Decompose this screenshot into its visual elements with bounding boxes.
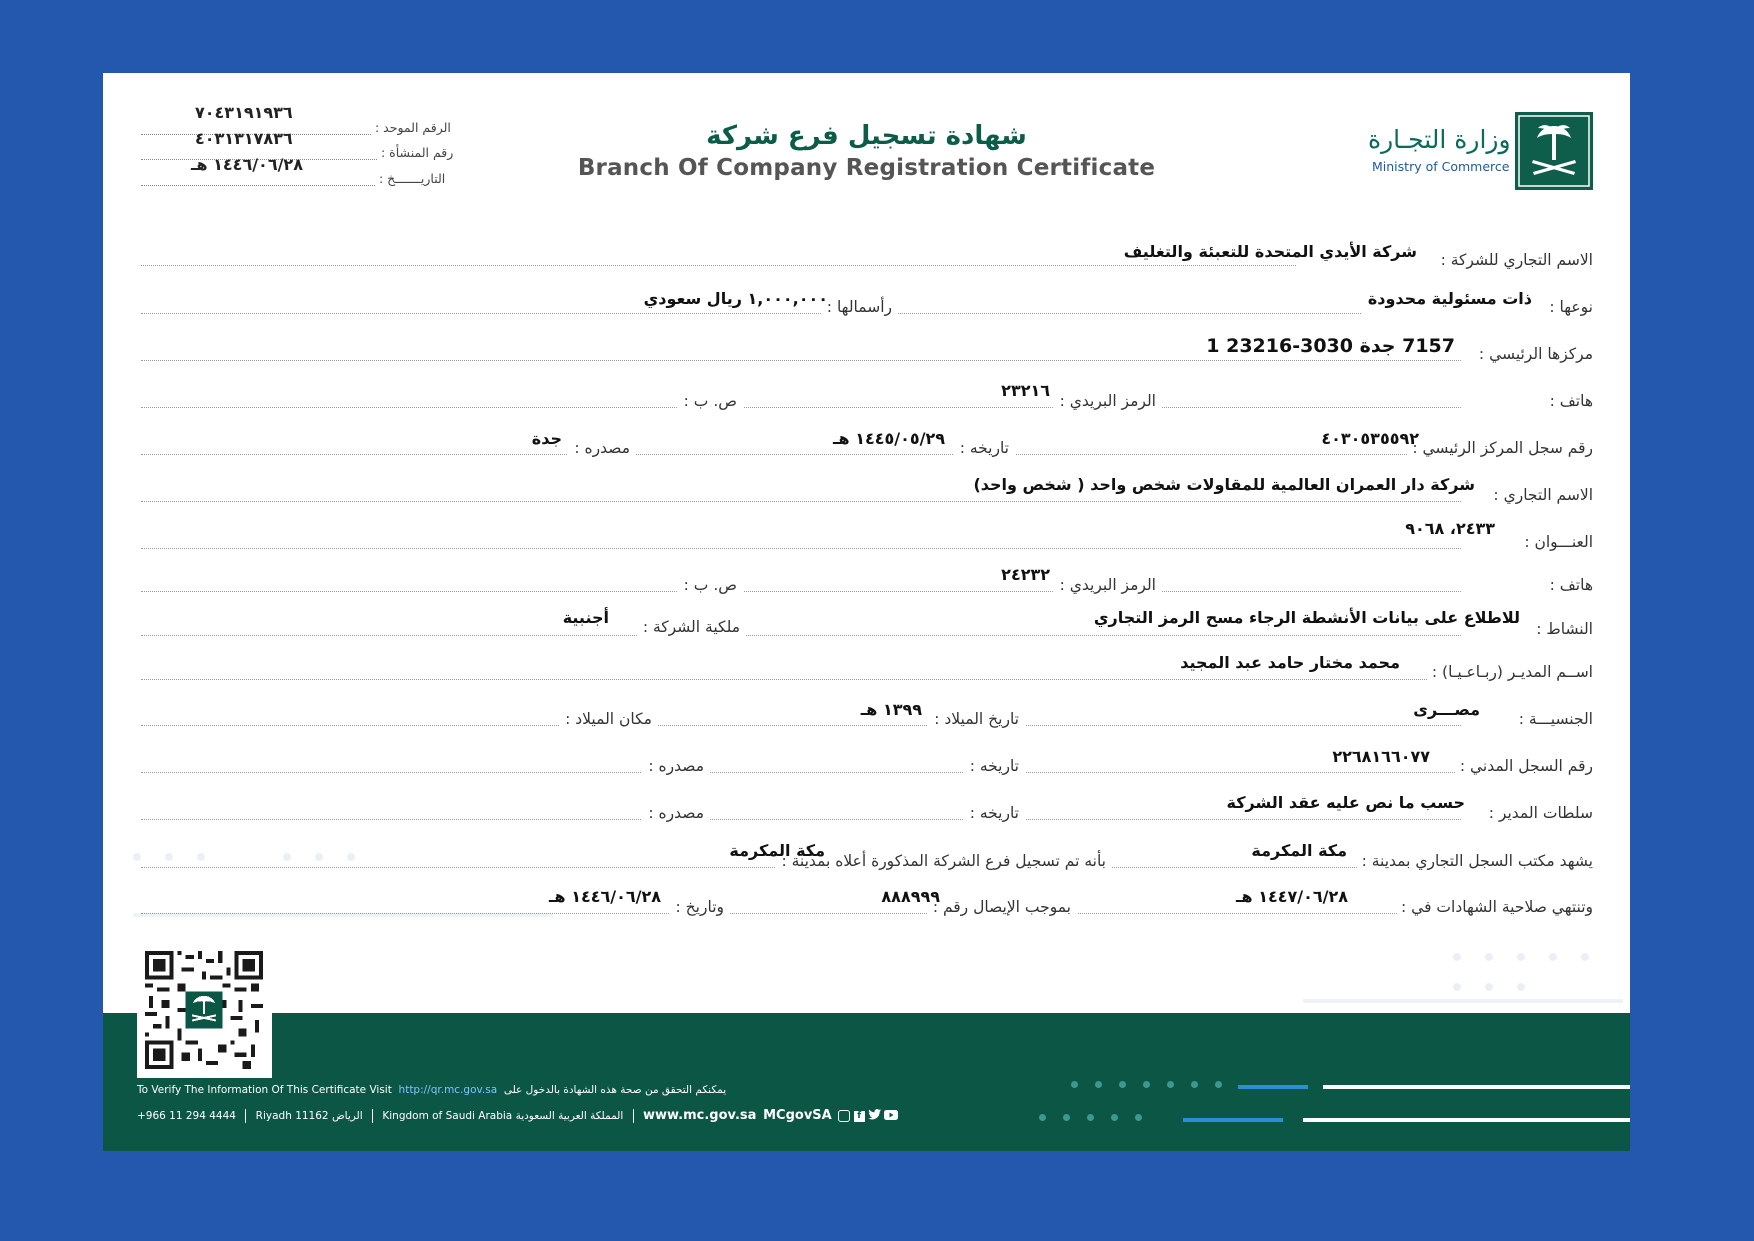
civil-id-source-label: مصدره : <box>642 757 710 775</box>
hq-cr-date-label: تاريخه : <box>954 439 1015 457</box>
birth-place-label: مكان الميلاد : <box>559 710 658 728</box>
hq-cr-source-value: جدة <box>531 429 562 448</box>
phone-2-label: هاتف : <box>1546 576 1593 594</box>
po-box-2-label: ص. ب : <box>678 576 743 594</box>
civil-id-date-label: تاريخه : <box>964 757 1025 775</box>
address-label: العنـــوان : <box>1524 533 1593 551</box>
hq-cr-date-value: ١٤٤٥/٠٥/٢٩ هـ <box>833 429 945 448</box>
certificate-date-label: التاريـــــــخ : <box>379 171 446 186</box>
hq-value: 7157 جدة 3030-23216 1 <box>1206 335 1455 357</box>
capital-value: ١,٠٠٠,٠٠٠ ريال سعودي <box>643 289 828 308</box>
manager-authority-value: حسب ما نص عليه عقد الشركة <box>1226 793 1465 812</box>
facebook-icon[interactable]: f <box>854 1111 865 1122</box>
birth-date-label: تاريخ الميلاد : <box>928 710 1025 728</box>
trade-name-label: الاسم التجاري للشركة : <box>1440 251 1593 269</box>
ministry-name-english: Ministry of Commerce <box>1372 159 1510 174</box>
establishment-number: ٤٠٣١٣١٧٨٣٦ <box>195 129 293 148</box>
website-link[interactable]: www.mc.gov.sa <box>642 1108 757 1123</box>
qr-code[interactable] <box>145 951 263 1069</box>
hq-cr-label: رقم سجل المركز الرئيسي : <box>1408 439 1593 457</box>
registered-label: بأنه تم تسجيل فرع الشركة المذكورة أعلاه بمدينة : <box>775 852 1112 870</box>
verify-link[interactable]: http://qr.mc.gov.sa <box>398 1084 498 1096</box>
postal-code-label: الرمز البريدي : <box>1054 392 1162 410</box>
phone-number: +966 11 294 4444 <box>137 1110 236 1122</box>
country-name: Kingdom of Saudi Arabia المملكة العربية السعودية <box>382 1110 624 1122</box>
certificate-title-english: Branch Of Company Registration Certificate <box>577 155 1156 181</box>
po-box-label: ص. ب : <box>678 392 743 410</box>
manager-authority-label: سلطات المدير : <box>1485 804 1593 822</box>
unified-number-label: الرقم الموحد : <box>375 120 451 135</box>
civil-id-label: رقم السجل المدني : <box>1456 757 1593 775</box>
postal-code-2-value: ٢٤٢٣٢ <box>1001 565 1050 584</box>
certificate-title-arabic: شهادة تسجيل فرع شركة <box>706 121 1027 151</box>
manager-value: محمد مختار حامد عبد المجيد <box>1180 653 1400 672</box>
validity-label: وتنتهي صلاحية الشهادات في : <box>1397 898 1593 916</box>
footer-band <box>103 1013 1630 1151</box>
ministry-name-arabic: وزارة التجـارة <box>1368 125 1511 154</box>
nationality-label: الجنسيـــة : <box>1515 710 1593 728</box>
unified-number: ٧٠٤٣١٩١٩٣٦ <box>195 103 293 122</box>
receipt-date-value: ١٤٤٦/٠٦/٢٨ هـ <box>549 887 661 906</box>
type-value: ذات مسئولية محدودة <box>1367 289 1532 308</box>
youtube-icon[interactable] <box>884 1110 898 1123</box>
instagram-icon[interactable] <box>838 1110 850 1122</box>
hq-cr-value: ٤٠٣٠٥٣٥٥٩٢ <box>1321 429 1419 448</box>
twitter-icon[interactable] <box>868 1109 881 1123</box>
postal-code-2-label: الرمز البريدي : <box>1054 576 1162 594</box>
authority-date-label: تاريخه : <box>964 804 1025 822</box>
type-label: نوعها : <box>1545 298 1593 316</box>
postal-code-value: ٢٣٢١٦ <box>1001 381 1050 400</box>
hq-cr-source-label: مصدره : <box>568 439 636 457</box>
certify-label: يشهد مكتب السجل التجاري بمدينة : <box>1358 852 1593 870</box>
address-value: ٢٤٣٣، ٩٠٦٨ <box>1405 519 1495 538</box>
certify-city-value: مكة المكرمة <box>1251 841 1347 860</box>
verify-text-english: To Verify The Information Of This Certificate Visit <box>137 1084 392 1096</box>
activity-value: للاطلاع على بيانات الأنشطة الرجاء مسح الرمز التجاري <box>1093 608 1520 627</box>
capital-label: رأسمالها : <box>821 298 898 316</box>
trade-name-value: شركة الأيدي المتحدة للتعبئة والتغليف <box>1123 242 1417 261</box>
receipt-value: ٨٨٨٩٩٩ <box>881 887 940 906</box>
certificate-paper <box>103 73 1630 1151</box>
establishment-number-label: رقم المنشأة : <box>381 145 454 160</box>
certificate-date: ١٤٤٦/٠٦/٢٨ هـ <box>191 155 303 174</box>
branch-trade-name-value: شركة دار العمران العالمية للمقاولات شخص واحد ( شخص واحد) <box>973 475 1475 494</box>
receipt-date-label: وتاريخ : <box>670 898 730 916</box>
activity-label: النشاط : <box>1532 620 1593 638</box>
verify-line <box>137 1084 726 1096</box>
contact-line <box>137 1108 898 1123</box>
birth-date-value: ١٣٩٩ هـ <box>860 700 922 719</box>
postal-city: Riyadh 11162 الرياض <box>255 1110 363 1122</box>
hq-label: مركزها الرئيسي : <box>1478 345 1593 363</box>
receipt-label: بموجب الإيصال رقم : <box>927 898 1077 916</box>
verify-text-arabic: يمكنكم التحقق من صحة هذه الشهادة بالدخول على <box>503 1084 727 1096</box>
registered-city-value: مكة المكرمة <box>729 841 825 860</box>
ownership-label: ملكية الشركة : <box>637 618 746 636</box>
social-handle: MCgovSA <box>763 1108 832 1123</box>
ownership-value: أجنبية <box>562 608 609 627</box>
manager-label: اســم المديـر (ربـاعـيـا) : <box>1428 663 1593 681</box>
validity-value: ١٤٤٧/٠٦/٢٨ هـ <box>1236 887 1348 906</box>
branch-trade-name-label: الاسم التجاري : <box>1493 486 1593 504</box>
nationality-value: مصـــرى <box>1413 700 1480 719</box>
civil-id-value: ٢٢٦٨١٦٦٠٧٧ <box>1332 747 1430 766</box>
phone-label: هاتف : <box>1546 392 1593 410</box>
authority-source-label: مصدره : <box>642 804 710 822</box>
